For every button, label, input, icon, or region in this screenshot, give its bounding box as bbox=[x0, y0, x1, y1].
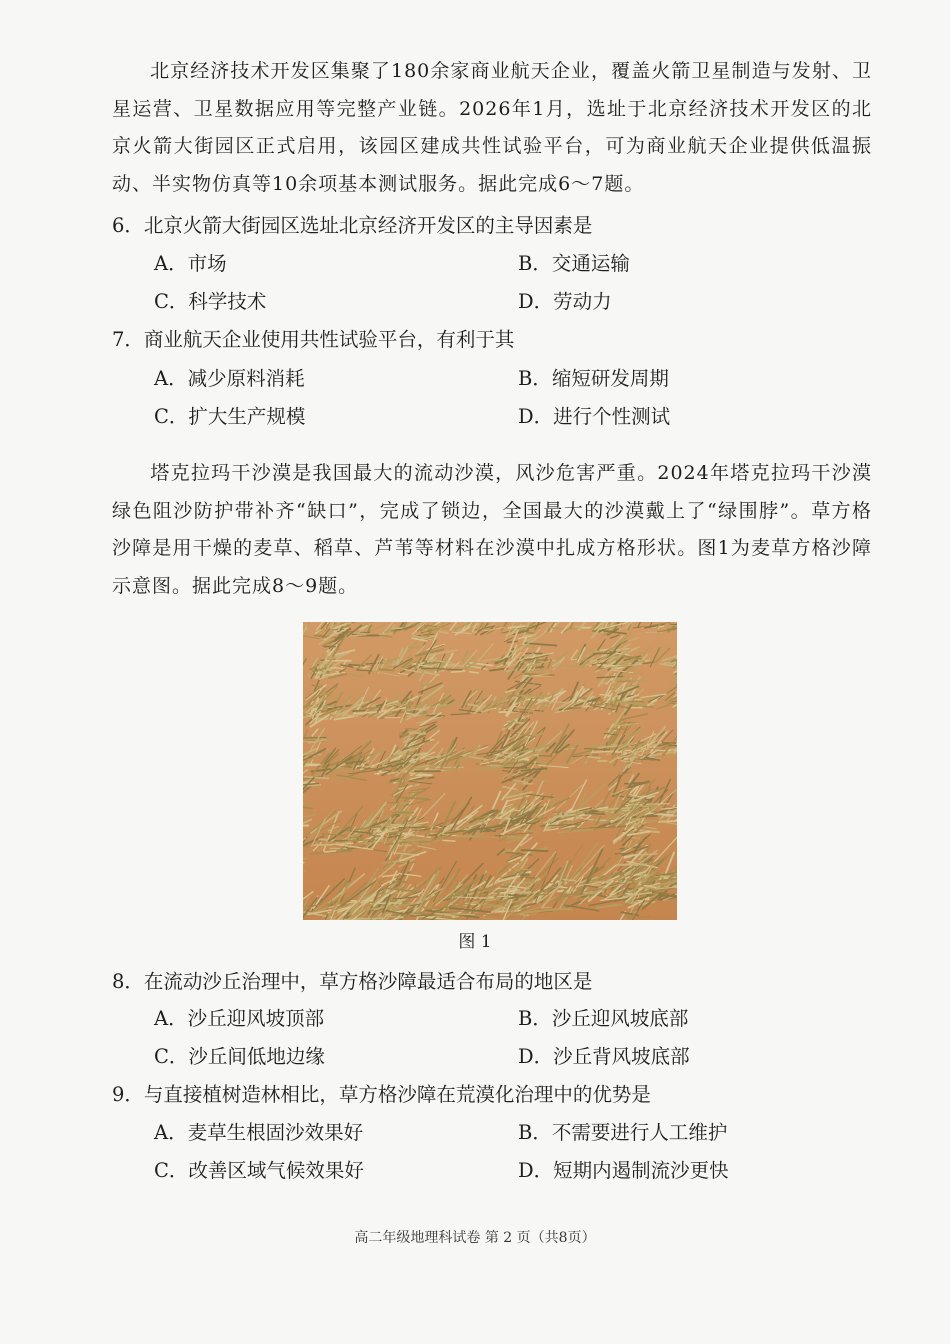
q9-option-b: B．不需要进行人工维护 bbox=[518, 1121, 728, 1144]
passage-aerospace-text: 北京经济技术开发区集聚了180余家商业航天企业，覆盖火箭卫星制造与发射、卫星运营、卫星数据应用等完整产业链。2026年1月，选址于北京经济技术开发区的北京火箭大街园区正式启用，该园区建成共性试验平台，可为商业航天企业提供低温振动、半实物仿真等10余项基本测试服务。据此完成6～7题。 bbox=[112, 60, 872, 195]
straw-stalk bbox=[622, 904, 631, 905]
straw-checkerboard-photo bbox=[303, 622, 677, 920]
straw-stalk bbox=[504, 882, 535, 883]
straw-stalk bbox=[516, 695, 546, 696]
q8-option-a: A．沙丘迎风坡顶部 bbox=[154, 1007, 325, 1030]
straw-stalk bbox=[303, 764, 320, 765]
figure-caption: 图 1 bbox=[458, 932, 492, 952]
q6-option-d: D．劳动力 bbox=[518, 290, 612, 313]
straw-stalk bbox=[394, 811, 413, 812]
straw-stalk bbox=[425, 626, 436, 627]
question-9-stem: 9．与直接植树造林相比，草方格沙障在荒漠化治理中的优势是 bbox=[112, 1083, 651, 1106]
straw-stalk bbox=[366, 708, 380, 709]
q8-option-c: C．沙丘间低地边缘 bbox=[154, 1045, 325, 1068]
q8-option-d: D．沙丘背风坡底部 bbox=[518, 1045, 690, 1068]
q6-option-c: C．科学技术 bbox=[154, 290, 267, 313]
q7-option-a: A．减少原料消耗 bbox=[154, 367, 305, 390]
straw-stalk bbox=[522, 850, 548, 851]
q7-option-b: B．缩短研发周期 bbox=[518, 367, 669, 390]
straw-stalk bbox=[353, 710, 365, 711]
straw-stalk bbox=[379, 669, 393, 670]
straw-stalk bbox=[507, 641, 517, 642]
straw-stalk bbox=[316, 844, 331, 845]
straw-stalk bbox=[357, 670, 371, 671]
q9-option-d: D．短期内遏制流沙更快 bbox=[518, 1159, 729, 1182]
passage-desert bbox=[112, 455, 872, 605]
question-7-stem: 7．商业航天企业使用共性试验平台，有利于其 bbox=[112, 328, 515, 351]
q9-option-c: C．改善区域气候效果好 bbox=[154, 1159, 364, 1182]
q7-option-c: C．扩大生产规模 bbox=[154, 405, 306, 428]
q8-option-b: B．沙丘迎风坡底部 bbox=[518, 1007, 689, 1030]
straw-stalk bbox=[303, 825, 308, 826]
question-6-stem: 6．北京火箭大街园区选址北京经济开发区的主导因素是 bbox=[112, 214, 593, 237]
page-footer: 高二年级地理科试卷 第 2 页（共8页） bbox=[354, 1230, 596, 1246]
passage-aerospace bbox=[112, 53, 872, 203]
straw-stalk bbox=[486, 767, 501, 768]
straw-stalk bbox=[324, 851, 335, 852]
straw-stalk bbox=[452, 671, 465, 672]
straw-stalk bbox=[350, 633, 370, 634]
straw-stalk bbox=[636, 804, 669, 805]
straw-stalk bbox=[526, 761, 542, 762]
straw-stalk bbox=[437, 911, 476, 912]
q6-option-a: A．市场 bbox=[154, 252, 227, 275]
straw-stalk bbox=[509, 895, 526, 896]
q7-option-d: D．进行个性测试 bbox=[518, 405, 671, 428]
q6-option-b: B．交通运输 bbox=[518, 252, 630, 275]
straw-stalk bbox=[399, 747, 422, 748]
straw-stalk bbox=[399, 803, 408, 804]
straw-checkerboard-illustration bbox=[303, 622, 677, 920]
straw-stalk bbox=[585, 813, 604, 814]
q9-option-a: A．麦草生根固沙效果好 bbox=[154, 1121, 364, 1144]
passage-desert-text: 塔克拉玛干沙漠是我国最大的流动沙漠，风沙危害严重。2024年塔克拉玛干沙漠绿色阻沙防护带补齐“缺口”，完成了锁边，全国最大的沙漠戴上了“绿围脖”。草方格沙障是用干燥的麦草、稻草、芦苇等材料在沙漠中扎成方格形状。图1为麦草方格沙障示意图。据此完成8～9题。 bbox=[112, 462, 872, 597]
straw-stalk bbox=[443, 840, 455, 841]
straw-stalk bbox=[303, 738, 326, 739]
straw-stalk bbox=[669, 745, 677, 746]
straw-stalk bbox=[539, 756, 552, 757]
straw-stalk bbox=[400, 827, 427, 828]
question-8-stem: 8．在流动沙丘治理中，草方格沙障最适合布局的地区是 bbox=[112, 970, 593, 993]
straw-stalk bbox=[623, 722, 636, 723]
